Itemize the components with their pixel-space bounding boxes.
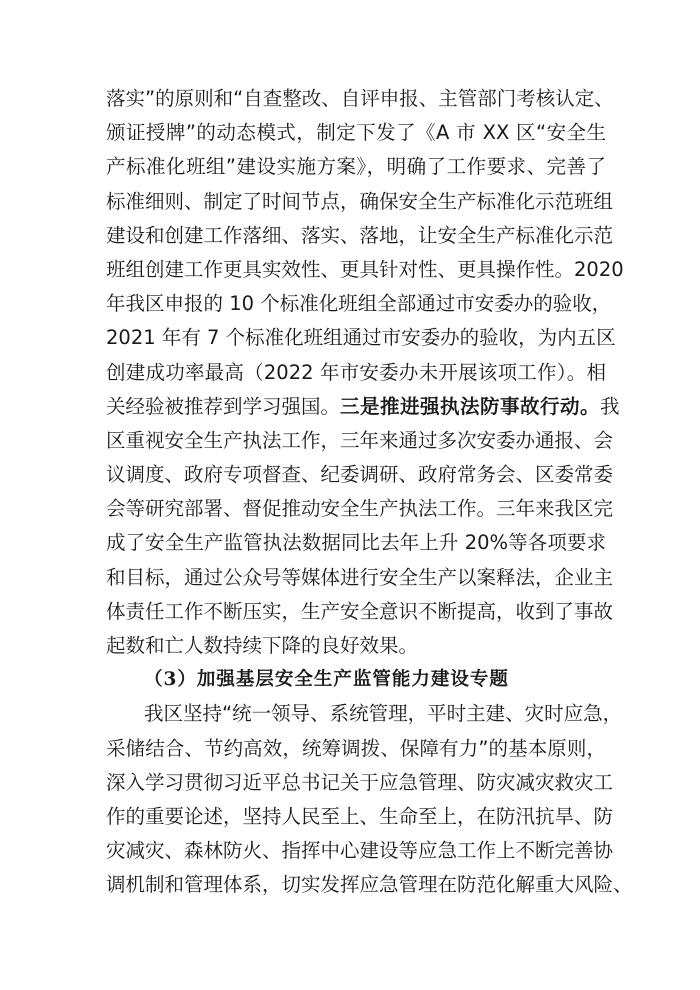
- emphasis-segment: 三是推进强执法防事故行动。: [340, 394, 601, 418]
- text-line: 颁证授牌”的动态模式，制定下发了《A 市 XX 区“安全生: [106, 121, 606, 145]
- text-line: 作的重要论述，坚持人民至上、生命至上，在防汛抗旱、防: [106, 804, 614, 828]
- text-line: 年我区申报的 10 个标准化班组全部通过市安委办的验收，: [106, 292, 612, 316]
- text-line: 标准细则、制定了时间节点，确保安全生产标准化示范班组: [106, 189, 614, 213]
- text-line: 落实”的原则和“自查整改、自评申报、主管部门考核认定、: [106, 87, 614, 110]
- text-line: 和目标，通过公众号等媒体进行安全生产以案释法，企业主: [106, 565, 614, 589]
- text-line: 区重视安全生产执法工作，三年来通过多次安委办通报、会: [106, 428, 614, 452]
- text-line: 创建成功率最高（2022 年市安委办未开展该项工作）。相: [106, 360, 606, 384]
- text-line: 起数和亡人数持续下降的良好效果。: [106, 634, 419, 657]
- text-line: 班组创建工作更具实效性、更具针对性、更具操作性。2020: [106, 257, 624, 281]
- section-heading: （3）加强基层安全生产监管能力建设专题: [144, 669, 509, 691]
- body-text: [106, 82, 633, 903]
- text-line: 会等研究部署、督促推动安全生产执法工作。三年来我区完: [106, 497, 614, 521]
- text-line: 建设和创建工作落细、落实、落地，让安全生产标准化示范: [106, 223, 614, 247]
- text-line: 2021 年有 7 个标准化班组通过市安委办的验收，为内五区: [106, 326, 616, 350]
- text-segment: 关经验被推荐到学习强国。: [106, 394, 341, 418]
- text-line: 采储结合、节约高效，统筹调拨、保障有力”的基本原则，: [106, 736, 606, 760]
- text-line-mixed: [106, 390, 620, 424]
- text-line: 议调度、政府专项督查、纪委调研、政府常务会、区委常委: [106, 463, 614, 487]
- text-line: 调机制和管理体系，切实发挥应急管理在防范化解重大风险、: [106, 873, 633, 897]
- text-line: 我区坚持“统一领导、系统管理，平时主建、灾时应急，: [144, 702, 623, 726]
- text-line: 深入学习贯彻习近平总书记关于应急管理、防灾减灾救灾工: [106, 770, 614, 794]
- text-segment: 我: [600, 394, 620, 418]
- text-line: 产标准化班组”建设实施方案》，明确了工作要求、完善了: [106, 155, 606, 179]
- text-line: 体责任工作不断压实，生产安全意识不断提高，收到了事故: [106, 599, 614, 623]
- text-line: 灾减灾、森林防火、指挥中心建设等应急工作上不断完善协: [106, 839, 614, 863]
- text-line: 成了安全生产监管执法数据同比去年上升 20%等各项要求: [106, 531, 606, 555]
